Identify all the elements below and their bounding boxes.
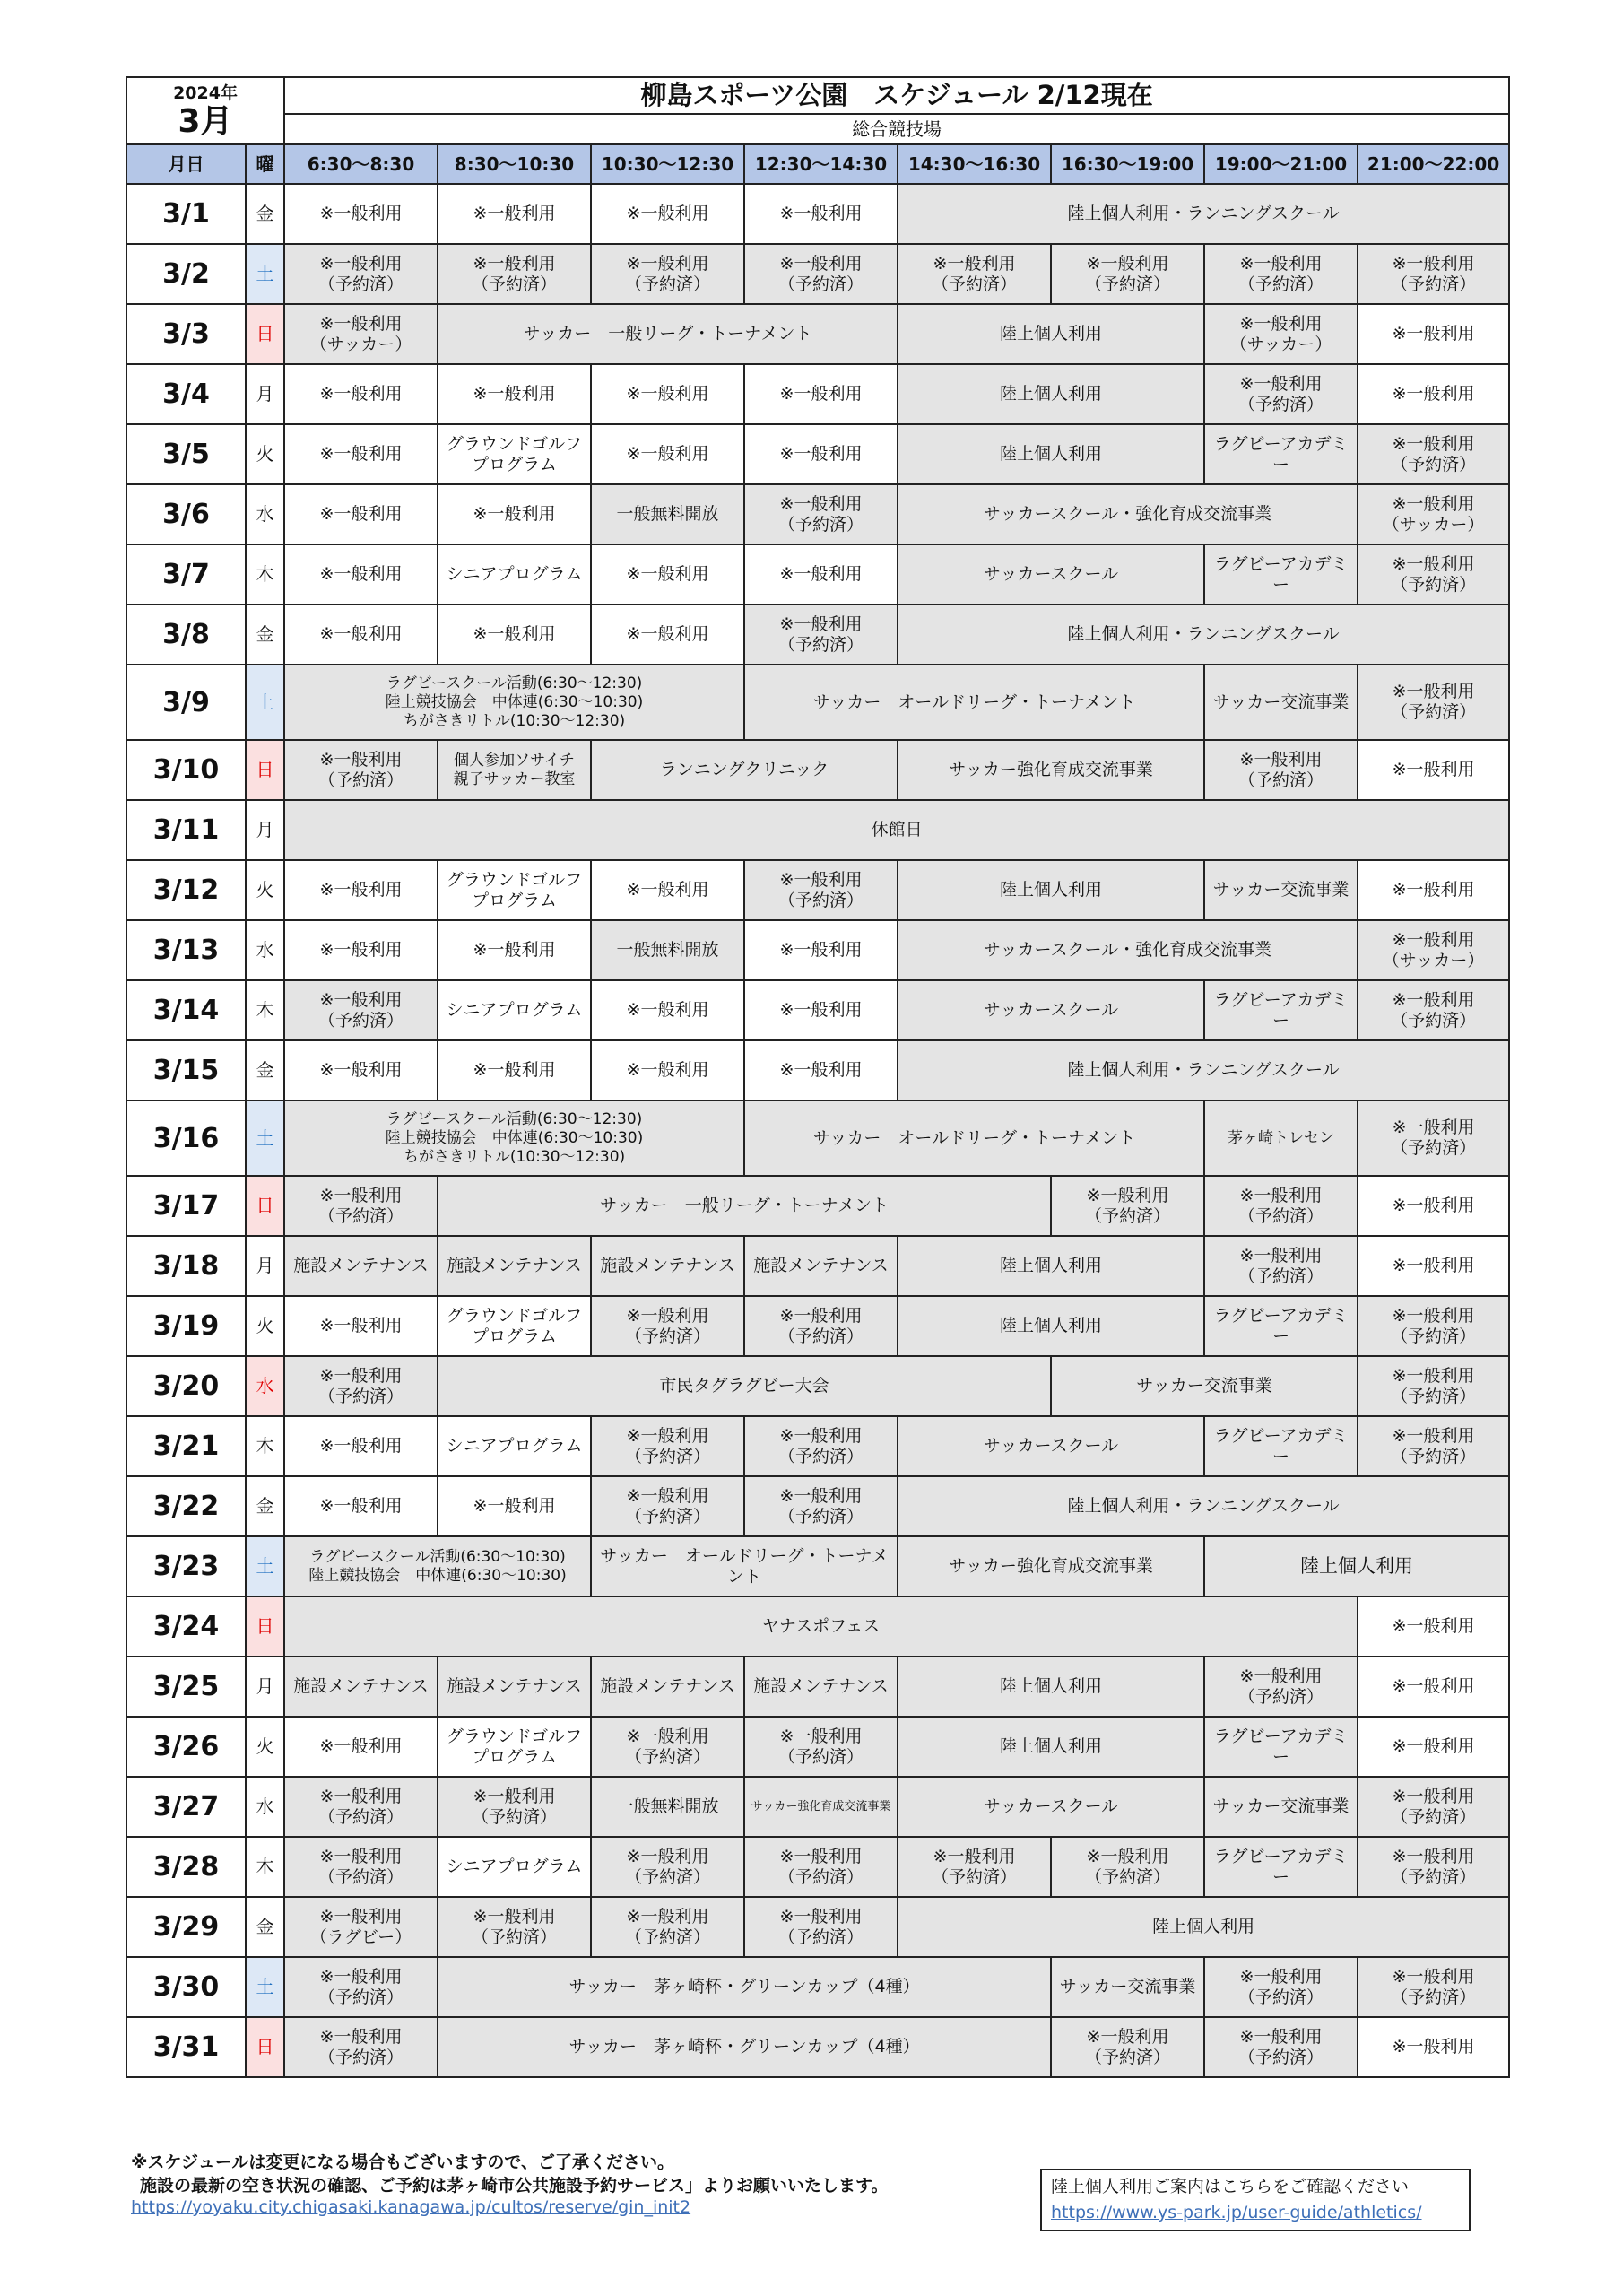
slot-cell: ※一般利用 （予約済） — [744, 1717, 898, 1777]
column-header: 月日 — [126, 144, 246, 184]
date-cell: 3/7 — [126, 544, 246, 604]
athletics-info-box — [1040, 2169, 1471, 2231]
slot-cell: ※一般利用 （予約済） — [1358, 1356, 1509, 1416]
slot-cell: 陸上個人利用 — [898, 1897, 1509, 1957]
year-label: 2024年 — [173, 83, 238, 103]
slot-cell: 陸上個人利用 — [898, 1236, 1204, 1296]
schedule-row — [126, 364, 1509, 424]
slot-cell: ※一般利用 — [591, 604, 744, 665]
slot-cell: サッカースクール — [898, 980, 1204, 1040]
slot-cell: 施設メンテナンス — [744, 1657, 898, 1717]
weekday-cell: 月 — [246, 364, 284, 424]
slot-cell: ※一般利用 （予約済） — [744, 1476, 898, 1536]
weekday-cell: 火 — [246, 424, 284, 484]
date-cell: 3/27 — [126, 1777, 246, 1837]
schedule-row — [126, 1837, 1509, 1897]
slot-cell: 個人参加ソサイチ 親子サッカー教室 — [438, 740, 591, 800]
slot-cell: ※一般利用 — [284, 1717, 438, 1777]
schedule-row — [126, 800, 1509, 860]
slot-cell: 陸上個人利用・ランニングスクール — [898, 1040, 1509, 1100]
slot-cell: ※一般利用 — [744, 544, 898, 604]
slot-cell: ※一般利用 — [744, 364, 898, 424]
schedule-row — [126, 860, 1509, 920]
slot-cell: ※一般利用 （予約済） — [1051, 1837, 1204, 1897]
schedule-row — [126, 604, 1509, 665]
schedule-row — [126, 1296, 1509, 1356]
slot-cell: ※一般利用 （予約済） — [1204, 1236, 1358, 1296]
schedule-row — [126, 484, 1509, 544]
slot-cell: サッカースクール・強化育成交流事業 — [898, 920, 1358, 980]
slot-cell: ※一般利用 — [1358, 1236, 1509, 1296]
slot-cell: 施設メンテナンス — [438, 1657, 591, 1717]
date-cell: 3/20 — [126, 1356, 246, 1416]
slot-cell: ※一般利用 — [438, 1040, 591, 1100]
slot-cell: 施設メンテナンス — [438, 1236, 591, 1296]
date-cell: 3/9 — [126, 665, 246, 740]
slot-cell: ※一般利用 — [591, 980, 744, 1040]
slot-cell: ※一般利用 （予約済） — [284, 1837, 438, 1897]
weekday-cell: 水 — [246, 1356, 284, 1416]
slot-cell: ※一般利用 — [1358, 740, 1509, 800]
column-header: 14:30～16:30 — [898, 144, 1051, 184]
slot-cell: ※一般利用 — [438, 484, 591, 544]
schedule-row — [126, 1596, 1509, 1657]
slot-cell: 陸上個人利用・ランニングスクール — [898, 604, 1509, 665]
slot-cell: ※一般利用 — [284, 1416, 438, 1476]
date-cell: 3/22 — [126, 1476, 246, 1536]
slot-cell: ※一般利用 （予約済） — [898, 1837, 1051, 1897]
slot-cell: ※一般利用 （予約済） — [1204, 364, 1358, 424]
date-cell: 3/3 — [126, 304, 246, 364]
schedule-row — [126, 1957, 1509, 2017]
slot-cell: サッカースクール — [898, 544, 1204, 604]
slot-cell: 陸上個人利用 — [898, 304, 1204, 364]
date-cell: 3/10 — [126, 740, 246, 800]
slot-cell: 陸上個人利用 — [898, 860, 1204, 920]
date-cell: 3/21 — [126, 1416, 246, 1476]
column-header: 曜 — [246, 144, 284, 184]
slot-cell: ※一般利用 （予約済） — [744, 860, 898, 920]
schedule-row — [126, 740, 1509, 800]
slot-cell: ※一般利用 （予約済） — [591, 1296, 744, 1356]
slot-cell: ※一般利用 — [744, 424, 898, 484]
schedule-row — [126, 980, 1509, 1040]
slot-cell: ※一般利用 （予約済） — [1051, 2017, 1204, 2077]
venue-label: 総合競技場 — [284, 114, 1509, 144]
weekday-cell: 日 — [246, 2017, 284, 2077]
date-cell: 3/11 — [126, 800, 246, 860]
weekday-cell: 火 — [246, 1717, 284, 1777]
slot-cell: ※一般利用 （予約済） — [1204, 1657, 1358, 1717]
reservation-link[interactable]: https://yoyaku.city.chigasaki.kanagawa.jp/cultos/reserve/gin_init2 — [131, 2197, 691, 2217]
schedule-row — [126, 1717, 1509, 1777]
slot-cell: シニアプログラム — [438, 980, 591, 1040]
date-cell: 3/2 — [126, 244, 246, 304]
slot-cell: ※一般利用 （予約済） — [744, 1837, 898, 1897]
slot-cell: ラグビーアカデミー — [1204, 1837, 1358, 1897]
slot-cell: サッカー交流事業 — [1051, 1957, 1204, 2017]
athletics-info-text: 陸上個人利用ご案内はこちらをご確認ください — [1051, 2177, 1410, 2196]
weekday-cell: 水 — [246, 920, 284, 980]
slot-cell: ※一般利用 （予約済） — [1358, 665, 1509, 740]
column-header: 16:30～19:00 — [1051, 144, 1204, 184]
weekday-cell: 金 — [246, 1476, 284, 1536]
slot-cell: ※一般利用 — [1358, 1657, 1509, 1717]
athletics-info-link[interactable]: https://www.ys-park.jp/user-guide/athletics/ — [1051, 2203, 1422, 2222]
slot-cell: ※一般利用 （サッカー） — [284, 304, 438, 364]
slot-cell: ※一般利用 （予約済） — [284, 1957, 438, 2017]
slot-cell: 一般無料開放 — [591, 1777, 744, 1837]
date-cell: 3/12 — [126, 860, 246, 920]
slot-cell: ※一般利用 （予約済） — [591, 1717, 744, 1777]
weekday-cell: 木 — [246, 1416, 284, 1476]
date-cell: 3/26 — [126, 1717, 246, 1777]
slot-cell: サッカー交流事業 — [1204, 860, 1358, 920]
weekday-cell: 金 — [246, 1897, 284, 1957]
slot-cell: ※一般利用 — [1358, 364, 1509, 424]
slot-cell: ※一般利用 （予約済） — [1051, 244, 1204, 304]
slot-cell: ※一般利用 （予約済） — [1358, 1837, 1509, 1897]
slot-cell: ※一般利用 （予約済） — [1358, 1100, 1509, 1176]
weekday-cell: 金 — [246, 184, 284, 244]
weekday-cell: 土 — [246, 1957, 284, 2017]
slot-cell: ※一般利用 （予約済） — [1051, 1176, 1204, 1236]
slot-cell: ラグビーアカデミー — [1204, 1296, 1358, 1356]
weekday-cell: 土 — [246, 244, 284, 304]
column-header-row — [126, 144, 1509, 184]
slot-cell: ※一般利用 （サッカー） — [1358, 920, 1509, 980]
slot-cell: 施設メンテナンス — [284, 1657, 438, 1717]
weekday-cell: 日 — [246, 1596, 284, 1657]
slot-cell: ※一般利用 — [438, 920, 591, 980]
slot-cell: 陸上個人利用 — [898, 424, 1204, 484]
schedule-row — [126, 1897, 1509, 1957]
slot-cell: ※一般利用 （サッカー） — [1204, 304, 1358, 364]
weekday-cell: 日 — [246, 740, 284, 800]
slot-cell: 市民タグラグビー大会 — [438, 1356, 1051, 1416]
schedule-row — [126, 1100, 1509, 1176]
weekday-cell: 水 — [246, 1777, 284, 1837]
slot-cell: サッカー 一般リーグ・トーナメント — [438, 304, 898, 364]
slot-cell: サッカー 茅ヶ崎杯・グリーンカップ（4種） — [438, 1957, 1051, 2017]
schedule-row — [126, 2017, 1509, 2077]
schedule-row — [126, 304, 1509, 364]
slot-cell: サッカー オールドリーグ・トーナメント — [744, 1100, 1204, 1176]
slot-cell: ※一般利用 （予約済） — [1358, 1777, 1509, 1837]
slot-cell: ※一般利用 （予約済） — [284, 2017, 438, 2077]
schedule-row — [126, 1040, 1509, 1100]
slot-cell: ※一般利用 （予約済） — [1204, 2017, 1358, 2077]
slot-cell: ※一般利用 — [284, 544, 438, 604]
slot-cell: サッカー強化育成交流事業 — [898, 740, 1204, 800]
slot-cell: ※一般利用 （予約済） — [284, 1356, 438, 1416]
date-cell: 3/6 — [126, 484, 246, 544]
slot-cell: シニアプログラム — [438, 1416, 591, 1476]
slot-cell: ※一般利用 （予約済） — [284, 1176, 438, 1236]
weekday-cell: 木 — [246, 980, 284, 1040]
schedule-row — [126, 920, 1509, 980]
slot-cell: 施設メンテナンス — [591, 1236, 744, 1296]
slot-cell: シニアプログラム — [438, 1837, 591, 1897]
slot-cell: ※一般利用 — [744, 1040, 898, 1100]
date-cell: 3/23 — [126, 1536, 246, 1596]
slot-cell: ※一般利用 — [438, 184, 591, 244]
slot-cell: ラグビーアカデミー — [1204, 1416, 1358, 1476]
date-cell: 3/19 — [126, 1296, 246, 1356]
slot-cell: ※一般利用 — [438, 364, 591, 424]
slot-cell: ※一般利用 — [284, 860, 438, 920]
slot-cell: ※一般利用 （予約済） — [744, 1296, 898, 1356]
schedule-row — [126, 1657, 1509, 1717]
slot-cell: サッカー オールドリーグ・トーナメント — [591, 1536, 898, 1596]
weekday-cell: 火 — [246, 1296, 284, 1356]
schedule-row — [126, 1476, 1509, 1536]
slot-cell: ※一般利用 — [1358, 304, 1509, 364]
slot-cell: ※一般利用 — [591, 544, 744, 604]
slot-cell: ラグビースクール活動(6:30～10:30) 陸上競技協会 中体連(6:30～10:30) — [284, 1536, 591, 1596]
slot-cell: グラウンドゴルフ プログラム — [438, 860, 591, 920]
year-month-cell — [126, 77, 284, 144]
as-of-date: 2/12現在 — [1037, 80, 1153, 110]
slot-cell: ※一般利用 （予約済） — [1358, 1296, 1509, 1356]
column-header: 6:30～8:30 — [284, 144, 438, 184]
note-reservation: 施設の最新の空き状況の確認、ご予約は茅ヶ崎市公共施設予約サービス」よりお願いいたします。 — [140, 2176, 889, 2196]
slot-cell: ※一般利用 — [1358, 1717, 1509, 1777]
slot-cell: ※一般利用 — [744, 920, 898, 980]
weekday-cell: 月 — [246, 1657, 284, 1717]
slot-cell: 陸上個人利用 — [898, 1657, 1204, 1717]
slot-cell: ※一般利用 — [1358, 860, 1509, 920]
weekday-cell: 月 — [246, 800, 284, 860]
slot-cell: ※一般利用 — [284, 184, 438, 244]
date-cell: 3/17 — [126, 1176, 246, 1236]
slot-cell: サッカースクール — [898, 1777, 1204, 1837]
slot-cell: 施設メンテナンス — [744, 1236, 898, 1296]
slot-cell: 陸上個人利用 — [898, 1717, 1204, 1777]
slot-cell: ※一般利用 （予約済） — [1204, 740, 1358, 800]
schedule-row — [126, 665, 1509, 740]
slot-cell: ラグビースクール活動(6:30～12:30) 陸上競技協会 中体連(6:30～10:30) ちがさきリトル(10:30～12:30) — [284, 1100, 744, 1176]
date-cell: 3/25 — [126, 1657, 246, 1717]
slot-cell: ※一般利用 （予約済） — [591, 1476, 744, 1536]
weekday-cell: 金 — [246, 604, 284, 665]
weekday-cell: 木 — [246, 1837, 284, 1897]
weekday-cell: 土 — [246, 665, 284, 740]
date-cell: 3/30 — [126, 1957, 246, 2017]
date-cell: 3/15 — [126, 1040, 246, 1100]
date-cell: 3/24 — [126, 1596, 246, 1657]
slot-cell: サッカー交流事業 — [1204, 1777, 1358, 1837]
column-header: 8:30～10:30 — [438, 144, 591, 184]
slot-cell: ※一般利用 （予約済） — [1204, 244, 1358, 304]
slot-cell: ※一般利用 （予約済） — [1358, 424, 1509, 484]
slot-cell: シニアプログラム — [438, 544, 591, 604]
slot-cell: ※一般利用 — [591, 364, 744, 424]
slot-cell: ラグビーアカデミー — [1204, 1717, 1358, 1777]
slot-cell: ※一般利用 （予約済） — [591, 244, 744, 304]
weekday-cell: 日 — [246, 304, 284, 364]
slot-cell: ※一般利用 （予約済） — [898, 244, 1051, 304]
slot-cell: ※一般利用 — [284, 364, 438, 424]
date-cell: 3/13 — [126, 920, 246, 980]
slot-cell: サッカー交流事業 — [1204, 665, 1358, 740]
slot-cell: ※一般利用 （予約済） — [1204, 1957, 1358, 2017]
slot-cell: 一般無料開放 — [591, 920, 744, 980]
schedule-row — [126, 1236, 1509, 1296]
date-cell: 3/31 — [126, 2017, 246, 2077]
column-header: 10:30～12:30 — [591, 144, 744, 184]
slot-cell: ※一般利用 （予約済） — [591, 1416, 744, 1476]
slot-cell: 施設メンテナンス — [284, 1236, 438, 1296]
slot-cell: 陸上個人利用・ランニングスクール — [898, 184, 1509, 244]
schedule-row — [126, 1536, 1509, 1596]
slot-cell: ※一般利用 — [438, 604, 591, 665]
column-header: 21:00～22:00 — [1358, 144, 1509, 184]
slot-cell: ※一般利用 （予約済） — [591, 1837, 744, 1897]
slot-cell: ※一般利用 — [284, 920, 438, 980]
slot-cell: サッカースクール・強化育成交流事業 — [898, 484, 1358, 544]
slot-cell: ※一般利用 （予約済） — [591, 1897, 744, 1957]
date-cell: 3/4 — [126, 364, 246, 424]
schedule-row — [126, 1356, 1509, 1416]
slot-cell: ※一般利用 （予約済） — [1358, 1416, 1509, 1476]
slot-cell: ※一般利用 — [591, 424, 744, 484]
schedule-row — [126, 424, 1509, 484]
slot-cell: ※一般利用 — [591, 184, 744, 244]
date-cell: 3/28 — [126, 1837, 246, 1897]
title-cell — [284, 77, 1509, 114]
slot-cell: 陸上個人利用 — [898, 1296, 1204, 1356]
schedule-row — [126, 1416, 1509, 1476]
slot-cell: ※一般利用 — [591, 1040, 744, 1100]
slot-cell: ランニングクリニック — [591, 740, 898, 800]
schedule-row — [126, 1176, 1509, 1236]
date-cell: 3/14 — [126, 980, 246, 1040]
weekday-cell: 木 — [246, 544, 284, 604]
slot-cell: ラグビーアカデミー — [1204, 980, 1358, 1040]
slot-cell: ※一般利用 — [591, 860, 744, 920]
weekday-cell: 土 — [246, 1536, 284, 1596]
slot-cell: 陸上個人利用・ランニングスクール — [898, 1476, 1509, 1536]
slot-cell: ※一般利用 （予約済） — [438, 1777, 591, 1837]
weekday-cell: 土 — [246, 1100, 284, 1176]
slot-cell: 茅ヶ崎トレセン — [1204, 1100, 1358, 1176]
slot-cell: ※一般利用 — [744, 184, 898, 244]
note-change: ※スケジュールは変更になる場合もございますので、ご了承ください。 — [131, 2152, 674, 2172]
column-header: 12:30～14:30 — [744, 144, 898, 184]
slot-cell: ※一般利用 — [284, 1476, 438, 1536]
slot-cell: ※一般利用 — [744, 980, 898, 1040]
weekday-cell: 月 — [246, 1236, 284, 1296]
page-title: 柳島スポーツ公園 スケジュール — [640, 80, 1028, 110]
date-cell: 3/29 — [126, 1897, 246, 1957]
slot-cell: グラウンドゴルフ プログラム — [438, 424, 591, 484]
slot-cell: サッカー 茅ヶ崎杯・グリーンカップ（4種） — [438, 2017, 1051, 2077]
slot-cell: ※一般利用 （予約済） — [744, 604, 898, 665]
date-cell: 3/8 — [126, 604, 246, 665]
slot-cell: ※一般利用 （ラグビー） — [284, 1897, 438, 1957]
slot-cell: ヤナスポフェス — [284, 1596, 1358, 1657]
slot-cell: ※一般利用 （予約済） — [744, 244, 898, 304]
slot-cell: ※一般利用 — [1358, 1596, 1509, 1657]
slot-cell: ※一般利用 （予約済） — [1358, 1957, 1509, 2017]
slot-cell: ※一般利用 （予約済） — [284, 980, 438, 1040]
slot-cell: ※一般利用 — [1358, 1176, 1509, 1236]
schedule-row — [126, 244, 1509, 304]
slot-cell: ※一般利用 （予約済） — [1358, 244, 1509, 304]
slot-cell: ※一般利用 — [284, 1040, 438, 1100]
date-cell: 3/16 — [126, 1100, 246, 1176]
month-label: 3月 — [178, 102, 233, 140]
slot-cell: ※一般利用 （予約済） — [438, 244, 591, 304]
slot-cell: ※一般利用 — [284, 424, 438, 484]
slot-cell: ※一般利用 （予約済） — [284, 1777, 438, 1837]
slot-cell: 施設メンテナンス — [591, 1657, 744, 1717]
slot-cell: ※一般利用 — [284, 484, 438, 544]
slot-cell: 休館日 — [284, 800, 1509, 860]
slot-cell: 一般無料開放 — [591, 484, 744, 544]
slot-cell: サッカー交流事業 — [1051, 1356, 1358, 1416]
slot-cell: ※一般利用 （予約済） — [1358, 980, 1509, 1040]
weekday-cell: 水 — [246, 484, 284, 544]
slot-cell: ※一般利用 （予約済） — [744, 484, 898, 544]
schedule-table — [126, 76, 1510, 2078]
slot-cell: サッカー 一般リーグ・トーナメント — [438, 1176, 1051, 1236]
date-cell: 3/5 — [126, 424, 246, 484]
weekday-cell: 火 — [246, 860, 284, 920]
slot-cell: ※一般利用 （予約済） — [284, 740, 438, 800]
slot-cell: サッカースクール — [898, 1416, 1204, 1476]
slot-cell: グラウンドゴルフ プログラム — [438, 1296, 591, 1356]
column-header: 19:00～21:00 — [1204, 144, 1358, 184]
date-cell: 3/1 — [126, 184, 246, 244]
slot-cell: サッカー オールドリーグ・トーナメント — [744, 665, 1204, 740]
weekday-cell: 日 — [246, 1176, 284, 1236]
slot-cell: ラグビーアカデミー — [1204, 424, 1358, 484]
slot-cell: ※一般利用 （予約済） — [1358, 544, 1509, 604]
slot-cell: ※一般利用 （予約済） — [744, 1416, 898, 1476]
slot-cell: ※一般利用 （予約済） — [284, 244, 438, 304]
slot-cell: サッカー強化育成交流事業 — [744, 1777, 898, 1837]
schedule-row — [126, 184, 1509, 244]
schedule-row — [126, 544, 1509, 604]
weekday-cell: 金 — [246, 1040, 284, 1100]
slot-cell: ※一般利用 — [438, 1476, 591, 1536]
slot-cell: サッカー強化育成交流事業 — [898, 1536, 1204, 1596]
slot-cell: 陸上個人利用 — [898, 364, 1204, 424]
schedule-row — [126, 1777, 1509, 1837]
date-cell: 3/18 — [126, 1236, 246, 1296]
slot-cell: ※一般利用 （サッカー） — [1358, 484, 1509, 544]
slot-cell: グラウンドゴルフ プログラム — [438, 1717, 591, 1777]
slot-cell: ※一般利用 （予約済） — [438, 1897, 591, 1957]
slot-cell: ※一般利用 （予約済） — [744, 1897, 898, 1957]
slot-cell: ラグビースクール活動(6:30～12:30) 陸上競技協会 中体連(6:30～10:30) ちがさきリトル(10:30～12:30) — [284, 665, 744, 740]
slot-cell: ラグビーアカデミー — [1204, 544, 1358, 604]
slot-cell: ※一般利用 （予約済） — [1204, 1176, 1358, 1236]
slot-cell: 陸上個人利用 — [1204, 1536, 1509, 1596]
slot-cell: ※一般利用 — [284, 1296, 438, 1356]
slot-cell: ※一般利用 — [284, 604, 438, 665]
slot-cell: ※一般利用 — [1358, 2017, 1509, 2077]
